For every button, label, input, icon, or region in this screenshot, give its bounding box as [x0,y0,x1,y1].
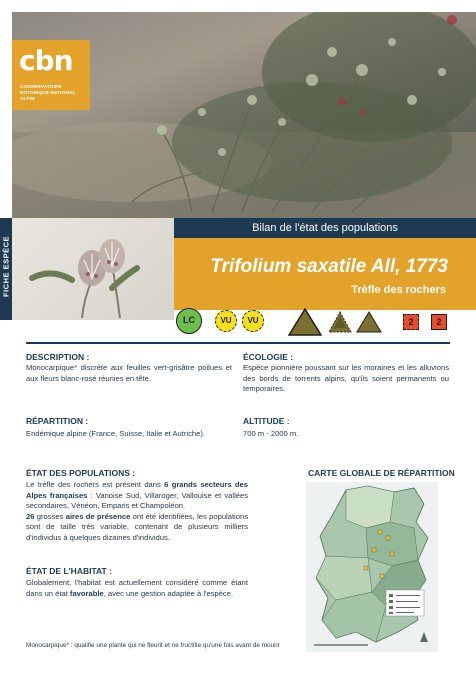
repartition-title: RÉPARTITION : [26,416,89,426]
altitude-text: 700 m - 2000 m. [243,429,299,438]
etat-habitat-text [26,578,248,599]
etat-populations-p1-a: Le trèfle des rochers est présent dans [26,480,165,489]
logo-mark: cbn [19,44,73,77]
triangle-icon-large [288,308,322,336]
etat-populations-p2-b: grosses [34,511,66,521]
side-tab-label: FICHE ESPÈCE [1,236,11,298]
logo-line-3: ALPIN [20,96,35,101]
etat-populations-title: ÉTAT DES POPULATIONS : [26,468,136,478]
band-title: Bilan de l'état des populations [174,218,476,238]
etat-populations-text [26,480,248,543]
repartition-text: Endémique alpine (France, Suisse, Italie et Autriche). [26,429,205,438]
distribution-map [306,482,438,652]
carte-title: CARTE GLOBALE DE RÉPARTITION [308,468,455,478]
altitude-title: ALTITUDE : [243,416,290,426]
etat-habitat-title: ÉTAT DE L'HABITAT : [26,566,112,576]
hero-photo [12,12,476,218]
status-square-2: 2 [431,314,447,330]
etat-populations-p2-a: 26 [26,511,35,521]
etat-populations-p1-c: : Vanoise Sud, Villaroger, Vallouise et vallées secondaires, Vénéon, Emparis et Champoléon. [26,490,248,510]
common-name: Trèfle des rochers [351,284,446,296]
logo-line-2: BOTANIQUE NATIONAL [20,90,76,95]
section-divider [26,342,450,344]
status-badge-vu-1: VU [215,310,237,332]
etat-populations-p2-d: ont été identifiées, les populations sont de taille très variable, contenant de plusieurs milliers d'individus à quelques dizaines d'individus. [26,511,248,542]
status-square-1: 2 [403,314,419,330]
etat-populations-p2-c: aires de présence [65,511,131,521]
etat-habitat-c: , avec une gestion adaptée à l'espèce. [103,588,234,598]
ecologie-text: Espèce pionnière poussant sur les moraines et les alluvions des bords de torrents alpins, qu'ils soient permanents ou temporaires. [243,363,449,393]
scientific-name: Trifolium saxatile All, 1773 [210,256,448,277]
ecologie-title: ÉCOLOGIE : [243,352,294,362]
triangle-icon-small [356,308,382,334]
description-title: DESCRIPTION : [26,352,90,362]
etat-populations-p1-b: 6 grands secteurs des Alpes françaises [26,480,248,500]
footnote: Monocarpique* : qualifie une plante qui ne fleurit et ne fructifie qu'une fois avant de mourir [26,642,280,649]
alps-map-illustration [306,482,438,652]
status-badges [0,300,476,340]
status-badge-lc: LC [176,308,202,334]
cbn-logo [12,40,90,110]
etat-habitat-b: favorable [69,588,104,598]
status-badge-vu-2: VU [242,310,264,332]
triangle-icon-medium [328,308,352,334]
logo-text [20,84,86,102]
logo-line-1: CONSERVATOIRE [20,84,62,89]
etat-habitat-a: Globalement, l'habitat est actuellement considéré comme étant dans un état [26,578,248,598]
description-text: Monocarpique* discrète aux feuilles vert-grisâtre poilues et aux fleurs blanc-rosé réunies en tête. [26,363,232,383]
